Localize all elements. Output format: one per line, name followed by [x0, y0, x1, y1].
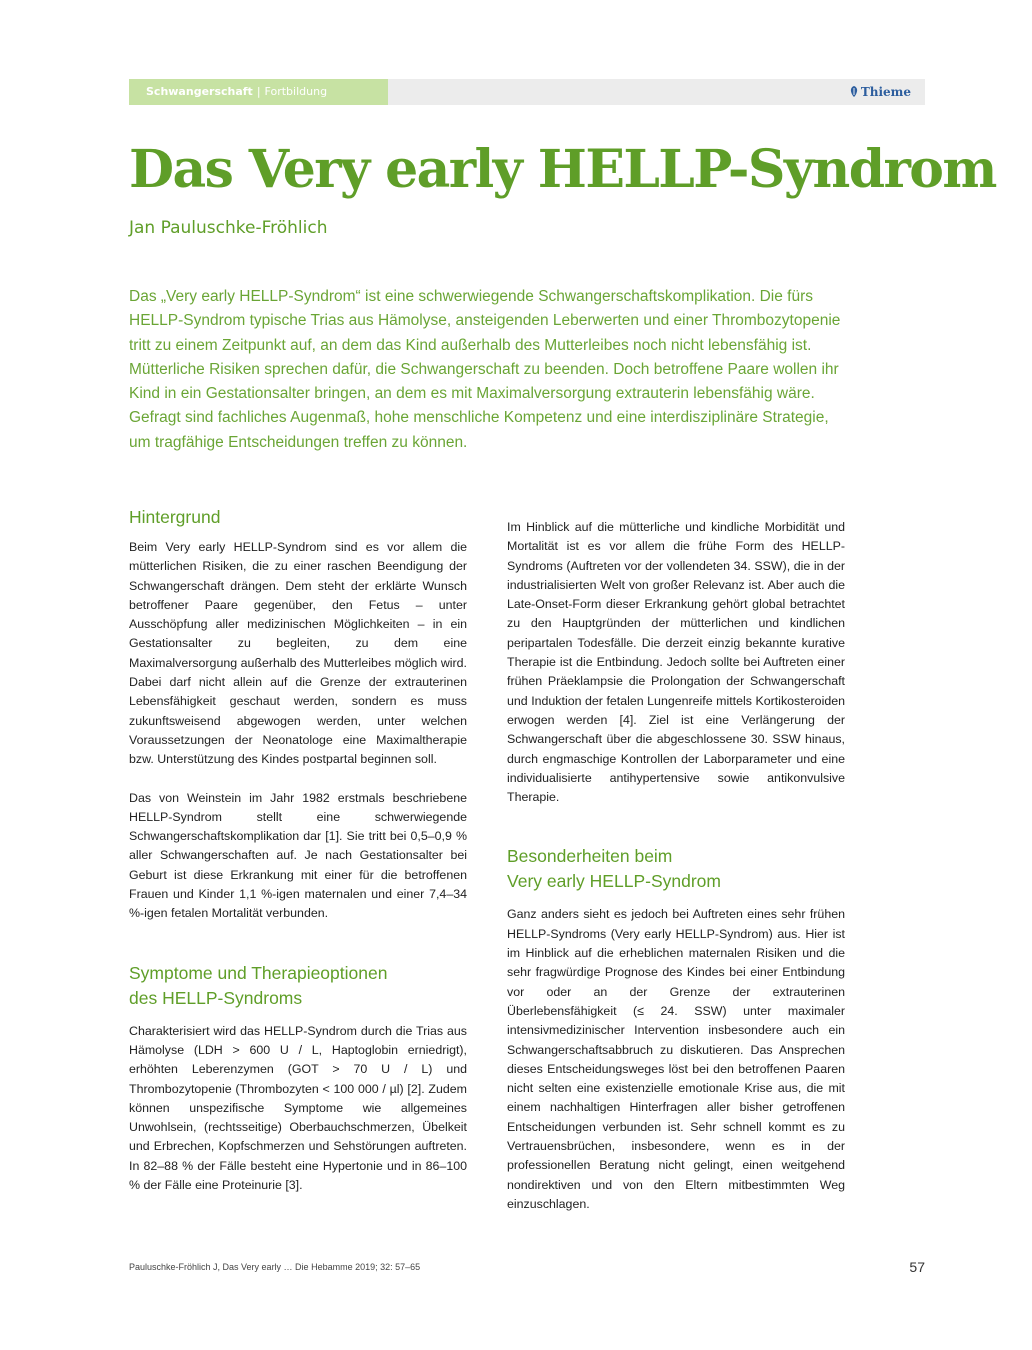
heading-symptome-line1: Symptome und Therapieoptionen [129, 962, 388, 983]
publisher-emblem-icon [850, 86, 858, 97]
article-abstract: Das „Very early HELLP-Syndrom“ ist eine schwerwiegende Schwangerschaftskomplikation. Die fürs HELLP-Syndrom typische Trias aus Hämolyse, ansteigenden Leberwerten und einer Thrombozytopenie tritt zu einem Zeitpunkt auf, an dem das Kind außerhalb des Mutterleibes noch nicht lebensfähig ist. Mütterliche Risiken sprechen dafür, die Schwangerschaft zu beenden. Doch betroffene Paare wollen ihr Kind in ein Gestationsalter bringen, an dem es mit Maximalversorgung extrauterin lebensfähig wäre. Gefragt sind fachliches Augenmaß, hohe menschliche Kompetenz und eine interdisziplinäre Strategie, um tragfähige Entscheidungen treffen zu können. [129, 288, 841, 451]
heading-besonderheiten [507, 844, 845, 894]
paragraph-hintergrund-1: Beim Very early HELLP-Syndrom sind es vor allem die mütterlichen Risiken, die zu einer raschen Beendigung der Schwangerschaft drängen. Dem steht der erklärte Wunsch betroffener Paare gegenüber, den Fetus – unter Ausschöpfung aller medizinischen Möglichkeiten – in ein Gestationsalter zu begleiten, zu dem eine Maximalversorgung außerhalb des Mutterleibes möglich wird. Dabei darf nicht allein auf die Grenze der extrauterinen Lebensfähigkeit geschaut werden, sondern es muss zukunftsweisend abgewogen werden, unter welchen Voraussetzungen der Neonatologe eine Maximaltherapie bzw. Unterstützung des Kindes postpartal beginnen soll. [129, 540, 467, 767]
section-tag [129, 79, 388, 105]
paragraph-morbiditaet: Im Hinblick auf die mütterliche und kindliche Morbidität und Mortalität ist es vor allem die frühe Form des HELLP-Syndroms (Auftreten vor der vollendeten 34. SSW), die in der industrialisierten Welt von großer Relevanz ist. Aber auch die Late-Onset-Form dieser Erkrankung gehört global betrachtet zu den Hauptgründen der mütterlichen und kindlichen peripartalen Todesfälle. Die derzeit einzig bekannte kurative Therapie ist die Entbindung. Jedoch sollte bei Auftreten einer frühen Präeklampsie die Prolongation der Schwangerschaft und Induktion der fetalen Lungenreife mittels Kortikosteroiden erwogen werden [4]. Ziel ist eine Verlängerung der Schwangerschaft über die abgeschlossene 30. SSW hinaus, durch engmaschige Kontrollen der Laborparameter und eine individualisierte antihypertensive sowie antikonvulsive Therapie. [507, 520, 845, 805]
section-label: Schwangerschaft [146, 85, 253, 98]
right-column [507, 518, 845, 1214]
heading-symptome [129, 961, 467, 1011]
article-author: Jan Pauluschke-Fröhlich [129, 218, 328, 238]
category-label: Fortbildung [264, 85, 328, 98]
publisher-name: Thieme [860, 85, 911, 99]
paragraph-symptome-1: Charakterisiert wird das HELLP-Syndrom durch die Trias aus Hämolyse (LDH > 600 U / L, Haptoglobin erniedrigt), erhöhten Leberenzymen (GOT > 70 U / L) und Thrombozytopenie (Thrombozyten < 100 000 / µl) [2]. Zudem können unspezifische Symptome wie allgemeines Unwohlsein, (rechtsseitige) Oberbauchschmerzen, Übelkeit und Erbrechen, Kopfschmerzen und Sehstörungen auftreten. In 82–88 % der Fälle besteht eine Hypertonie und in 86–100 % der Fälle eine Proteinurie [3]. [129, 1023, 467, 1193]
running-header [129, 79, 925, 105]
section-separator: | [256, 85, 261, 98]
paragraph-besonderheiten-1: Ganz anders sieht es jedoch bei Auftreten eines sehr frühen HELLP-Syndroms (Very early HELLP-Syndrom) aus. Hier ist im Hinblick auf die erheblichen maternalen Risiken und die sehr fragwürdige Prognose des Kindes bei einer Entbindung vor oder an der Grenze der extrauterinen Überlebensfähigkeit (≤ 24. SSW) unter maximaler intensivmedizinischer Intervention insbesondere auch ein Schwangerschaftsabbruch zu diskutieren. Das Ansprechen dieses Entscheidungsweges löst bei den betroffenen Paaren nicht selten eine existenzielle emotionale Krise aus, die mit einem nachhaltigen Hinterfragen aller bisher getroffenen Entscheidungen verbunden ist. Sehr schnell kommt es zu Vertrauensbrüchen, insbesondere, wenn es in der professionellen Beratung nicht gelingt, einen weitgehend nondirektiven und von den Eltern mitbestimmten Weg einzuschlagen. [507, 907, 845, 1211]
heading-symptome-line2: des HELLP-Syndroms [129, 987, 303, 1008]
heading-hintergrund: Hintergrund [129, 507, 221, 527]
left-column [129, 505, 467, 1195]
heading-besonderheiten-line1: Besonderheiten beim [507, 846, 673, 867]
footer-citation: Pauluschke-Fröhlich J, Das Very early … Die Hebamme 2019; 32: 57–65 [129, 1262, 421, 1272]
paragraph-hintergrund-2: Das von Weinstein im Jahr 1982 erstmals beschriebene HELLP-Syndrom stellt eine schwerwiegende Schwangerschaftskomplikation dar [1]. Sie tritt bei 0,5–0,9 % aller Schwangerschaften auf. Je nach Gestationsalter bei Geburt ist diese Erkrankung mit einer für die betroffenen Frauen und Kinder 1,1 %-igen maternalen und einer 7,4–34 %-igen fetalen Mortalität verbunden. [129, 790, 467, 921]
heading-besonderheiten-line2: Very early HELLP-Syndrom [507, 871, 721, 892]
article-title: Das Very early HELLP-Syndrom [129, 139, 996, 200]
page-number: 57 [909, 1259, 925, 1275]
publisher-logo [850, 79, 911, 105]
